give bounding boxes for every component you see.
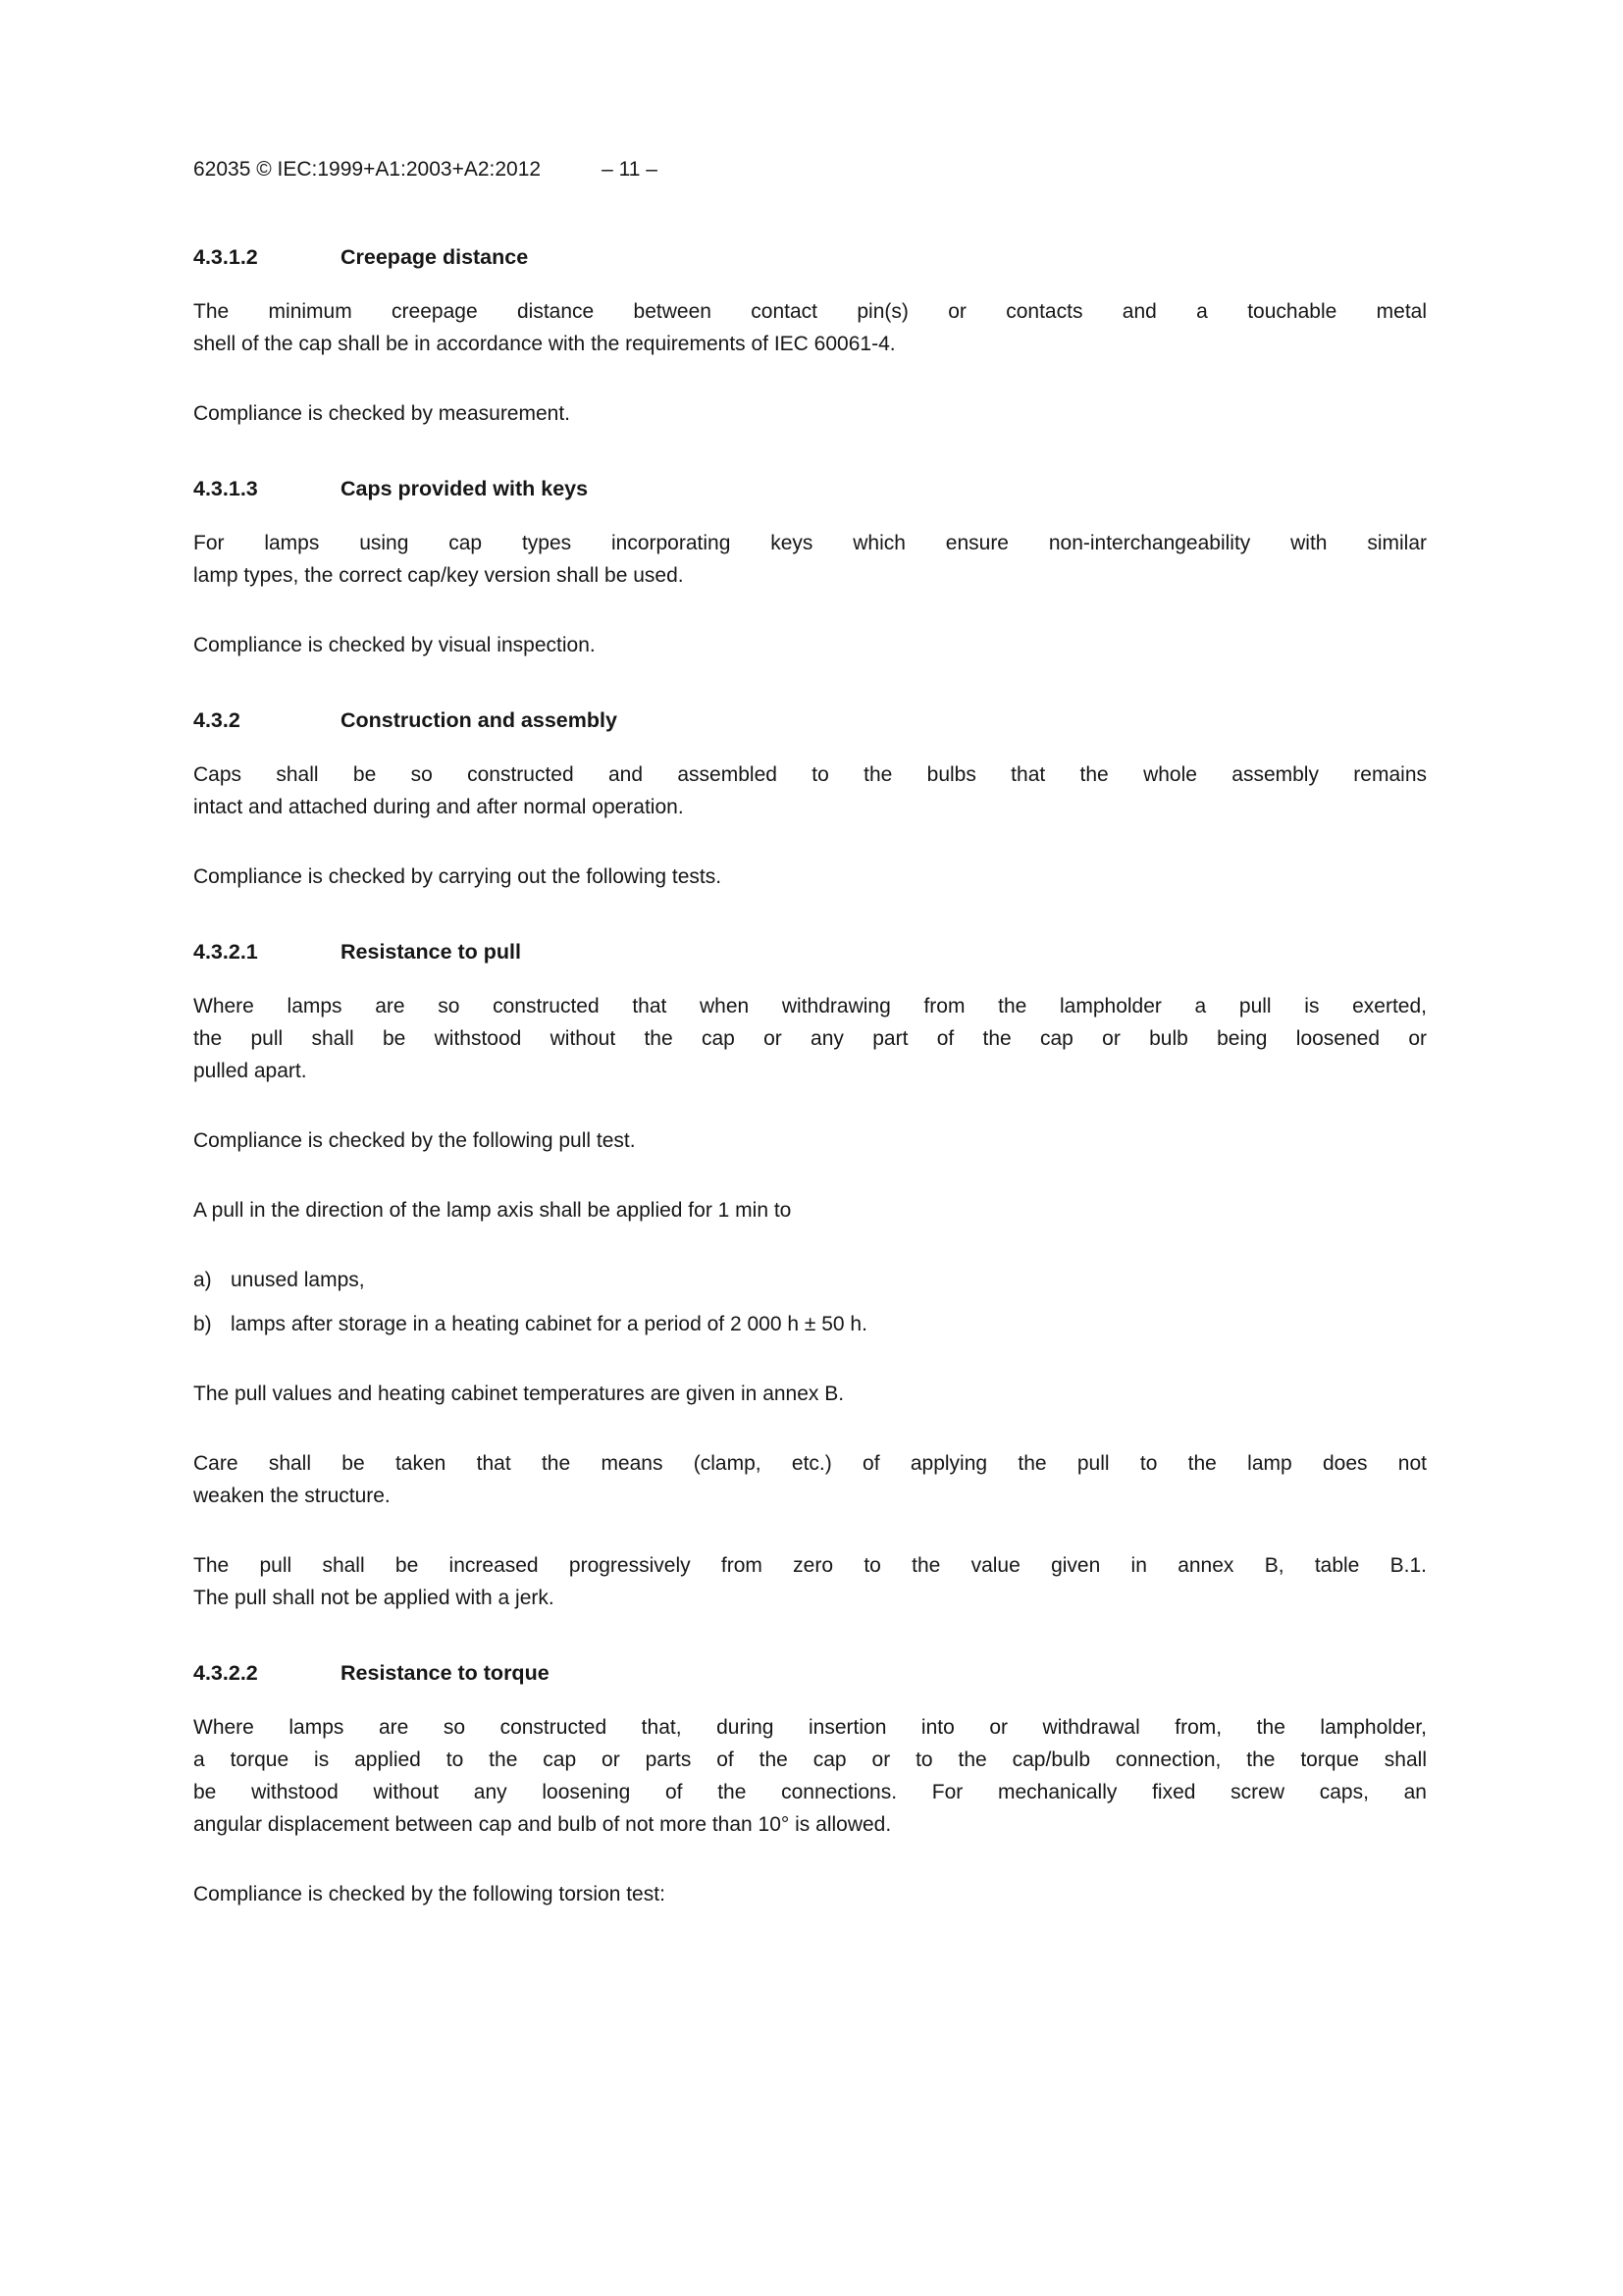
heading-number: 4.3.2.2 — [193, 1661, 258, 1685]
page-header — [193, 153, 1427, 185]
paragraph-line: Where lamps are so constructed that when withdrawing from the lampholder a pull is exerted, — [193, 995, 1427, 1018]
paragraph-line: The pull shall be increased progressively from zero to the value given in annex B, table B.1. — [193, 1554, 1427, 1577]
paragraph-line: The pull values and heating cabinet temperatures are given in annex B. — [193, 1383, 845, 1405]
section-heading — [193, 473, 1427, 505]
list-item — [193, 1264, 1427, 1296]
paragraph-line: intact and attached during and after normal operation. — [193, 796, 684, 818]
paragraph-line: be withstood without any loosening of the connections. For mechanically fixed screw caps, an — [193, 1781, 1427, 1803]
paragraph-line: lamp types, the correct cap/key version shall be used. — [193, 564, 684, 587]
page-number: – 11 – — [602, 158, 657, 181]
heading-title: Construction and assembly — [340, 708, 617, 732]
paragraph — [193, 397, 1427, 430]
paragraph — [193, 1447, 1427, 1512]
paragraph — [193, 1124, 1427, 1157]
paragraph-line: Compliance is checked by visual inspection. — [193, 634, 596, 656]
paragraph-line: Where lamps are so constructed that, during insertion into or withdrawal from, the lampholder, — [193, 1716, 1427, 1739]
section-heading — [193, 704, 1427, 737]
list-item-marker: b) — [193, 1313, 212, 1335]
paragraph-line: The minimum creepage distance between contact pin(s) or contacts and a touchable metal — [193, 300, 1427, 323]
heading-title: Caps provided with keys — [340, 477, 589, 500]
paragraph-line: shell of the cap shall be in accordance with the requirements of IEC 60061-4. — [193, 333, 896, 355]
paragraph-line: the pull shall be withstood without the cap or any part of the cap or bulb being loosened or — [193, 1027, 1427, 1050]
paragraph-line: weaken the structure. — [193, 1485, 391, 1507]
section-heading — [193, 241, 1427, 274]
heading-title: Resistance to torque — [340, 1661, 550, 1685]
paragraph-line: A pull in the direction of the lamp axis shall be applied for 1 min to — [193, 1199, 792, 1222]
heading-number: 4.3.1.3 — [193, 477, 258, 500]
paragraph-line: Caps shall be so constructed and assembled to the bulbs that the whole assembly remains — [193, 763, 1427, 786]
paragraph — [193, 629, 1427, 661]
document-reference: 62035 © IEC:1999+A1:2003+A2:2012 — [193, 158, 542, 181]
section-heading — [193, 1657, 1427, 1690]
paragraph — [193, 861, 1427, 893]
heading-title: Resistance to pull — [340, 940, 521, 964]
heading-title: Creepage distance — [340, 245, 529, 269]
paragraph-line: Compliance is checked by measurement. — [193, 402, 571, 425]
paragraph-line: The pull shall not be applied with a jerk. — [193, 1587, 554, 1609]
list — [193, 1264, 1427, 1340]
paragraph — [193, 990, 1427, 1087]
paragraph-line: pulled apart. — [193, 1060, 307, 1082]
document-body — [193, 241, 1427, 1910]
paragraph-line: For lamps using cap types incorporating keys which ensure non-interchangeability with similar — [193, 532, 1427, 554]
paragraph-line: Care shall be taken that the means (clamp, etc.) of applying the pull to the lamp does not — [193, 1452, 1427, 1475]
paragraph — [193, 527, 1427, 592]
paragraph — [193, 295, 1427, 360]
section-heading — [193, 936, 1427, 968]
paragraph-line: Compliance is checked by the following pull test. — [193, 1129, 636, 1152]
paragraph — [193, 1878, 1427, 1910]
heading-number: 4.3.1.2 — [193, 245, 258, 269]
heading-number: 4.3.2.1 — [193, 940, 258, 964]
paragraph-line: a torque is applied to the cap or parts of the cap or to the cap/bulb connection, the torque shall — [193, 1748, 1427, 1771]
list-item — [193, 1308, 1427, 1340]
paragraph — [193, 1711, 1427, 1841]
list-item-text: unused lamps, — [231, 1269, 365, 1291]
list-item-marker: a) — [193, 1269, 212, 1291]
paragraph-line: Compliance is checked by the following torsion test: — [193, 1883, 665, 1905]
paragraph — [193, 1194, 1427, 1226]
paragraph — [193, 1549, 1427, 1614]
paragraph — [193, 758, 1427, 823]
paragraph-line: angular displacement between cap and bulb of not more than 10° is allowed. — [193, 1813, 892, 1836]
paragraph — [193, 1378, 1427, 1410]
list-item-text: lamps after storage in a heating cabinet for a period of 2 000 h ± 50 h. — [231, 1313, 867, 1335]
heading-number: 4.3.2 — [193, 708, 240, 732]
paragraph-line: Compliance is checked by carrying out the following tests. — [193, 865, 722, 888]
